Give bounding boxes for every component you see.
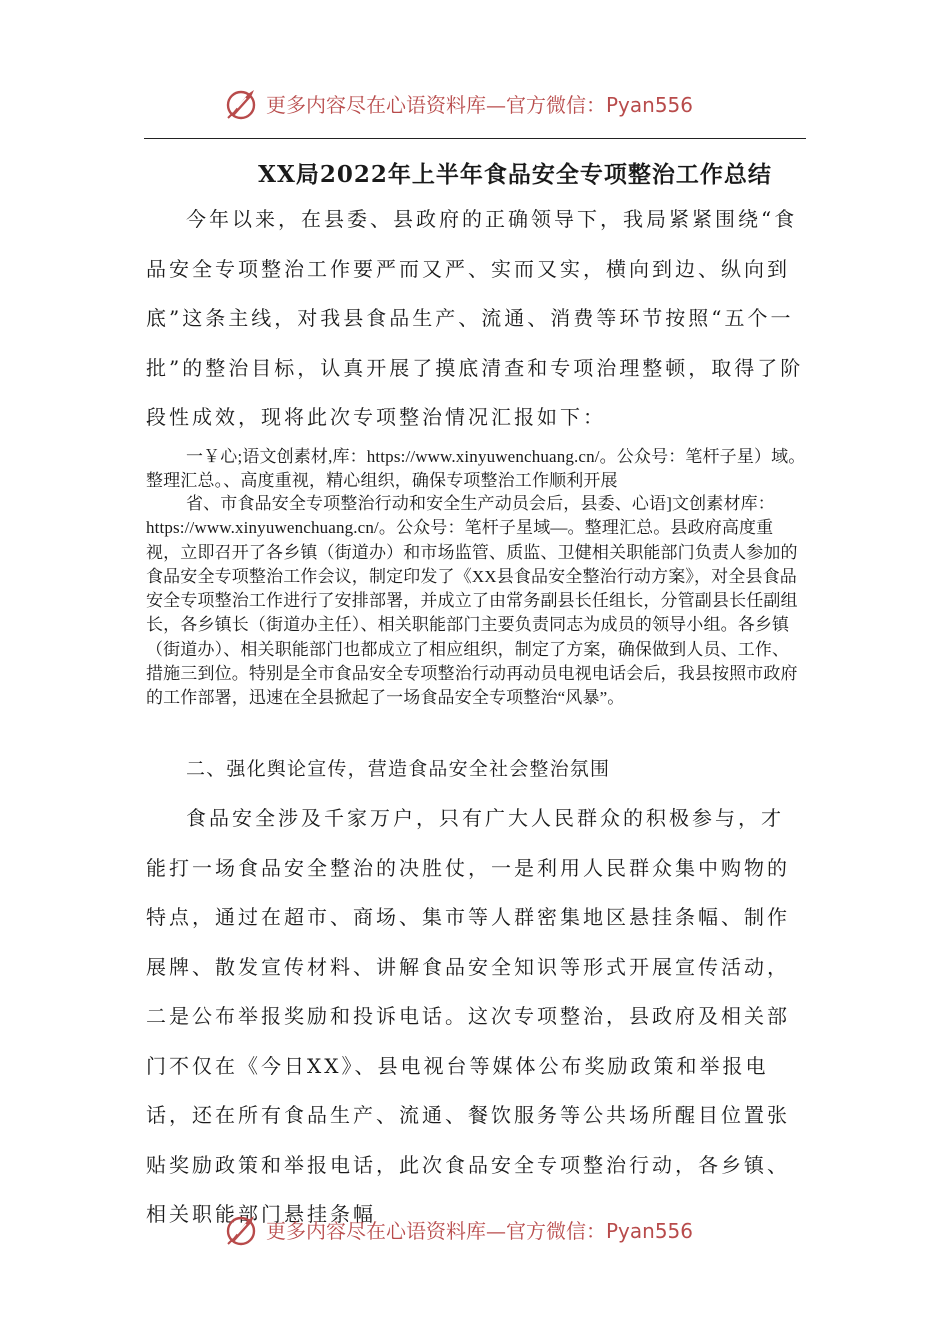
- section1-body-paragraph: 省、市食品安全专项整治行动和安全生产动员会后，县委、心语]文创素材库：https://www.xinyuwenchuang.cn/。公众号：笔杆子星域—。整理汇总。县政府高度重视，立即召开了各乡镇（街道办）和市场监管、质监、卫健相关职能部门负责人参加的食品安全专项整治工作会议，制定印发了《XX县食品安全整治行动方案》，对全县食品安全专项整治工作进行了安排部署，并成立了由常务副县长任组长，分管副县长任副组长，各乡镇长（街道办主任）、相关职能部门主要负责同志为成员的领导小组。各乡镇（街道办）、相关职能部门也都成立了相应组织，制定了方案，确保做到人员、工作、措施三到位。特别是全市食品安全专项整治行动再动员电视电话会后，我县按照市政府的工作部署，迅速在全县掀起了一场食品安全专项整治“风暴”。: [146, 494, 798, 708]
- section2-body-paragraph: 食品安全涉及千家万户，只有广大人民群众的积极参与，才能打一场食品安全整治的决胜仗，一是利用人民群众集中购物的特点，通过在超市、商场、集市等人群密集地区悬挂条幅、制作展牌、散发宣传材料、讲解食品安全知识等形式开展宣传活动，二是公布举报奖励和投诉电话。这次专项整治，县政府及相关部门不仅在《今日XX》、县电视台等媒体公布奖励政策和举报电话，还在所有食品生产、流通、餐饮服务等公共场所醒目位置张贴奖励政策和举报电话，此次食品安全专项整治行动，各乡镇、相关职能部门悬挂条幅: [146, 806, 790, 1226]
- document-title: XX局2022年上半年食品安全专项整治工作总结: [258, 161, 772, 188]
- banner-text: 更多内容尽在心语资料库—官方微信：Pyan556: [266, 1219, 694, 1243]
- intro-paragraph: 今年以来，在县委、县政府的正确领导下，我局紧紧围绕“食品安全专项整治工作要严而又严、实而又实，横向到边、纵向到底”这条主线，对我县食品生产、流通、消费等环节按照“五个一批”的整治目标，认真开展了摸底清查和专项治理整顿，取得了阶段性成效，现将此次专项整治情况汇报如下：: [146, 207, 804, 429]
- footer-banner: [0, 1208, 950, 1252]
- section2-heading: 二、强化舆论宣传，营造食品安全社会整治氛围: [186, 758, 611, 780]
- section1-heading-paragraph: 一￥心;语文创素材,库：https://www.xinyuwenchuang.cn/。公众号：笔杆子星）域。整理汇总。、高度重视，精心组织，确保专项整治工作顺利开展: [146, 447, 806, 491]
- quill-logo-icon: [224, 86, 260, 122]
- wechat-id: Pyan556: [606, 1219, 694, 1243]
- wechat-id: Pyan556: [606, 93, 694, 117]
- quill-logo-icon: [224, 1212, 260, 1248]
- header-divider: [144, 138, 806, 139]
- banner-text: 更多内容尽在心语资料库—官方微信：Pyan556: [266, 93, 694, 117]
- header-banner: [0, 82, 950, 126]
